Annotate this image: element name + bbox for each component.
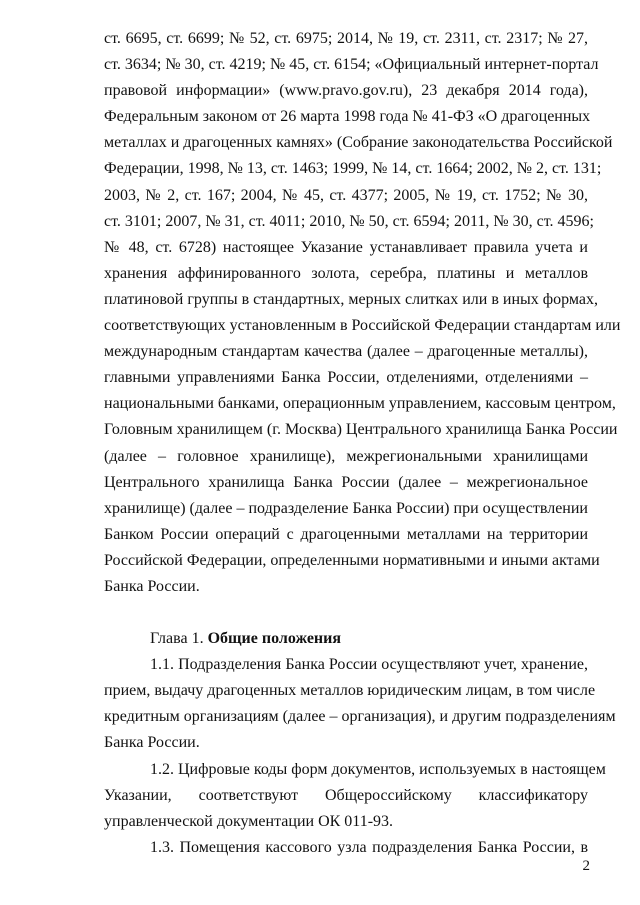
text-line: Банка России. <box>104 577 200 595</box>
text-line: ст. 6695, ст. 6699; № 52, ст. 6975; 2014, № 19, ст. 2311, ст. 2317; № 27, <box>104 30 588 47</box>
text-line: соответствующих установленным в Российской Федерации стандартам или <box>104 317 621 335</box>
text-line: хранилище) (далее – подразделение Банка России) при осуществлении <box>104 499 588 517</box>
chapter-heading <box>104 626 588 652</box>
text-line: металлах и драгоценных камнях» (Собрание законодательства Российской <box>104 134 613 152</box>
text-line: кредитным организациям (далее – организация), и другим подразделениям <box>104 708 616 726</box>
section-1-1 <box>104 652 616 756</box>
paragraph-gap <box>104 600 588 626</box>
text-line: правовой информации» (www.pravo.gov.ru), 23 декабря 2014 года), <box>104 82 588 100</box>
text-line: национальными банками, операционным управлением, кассовым центром, <box>104 395 616 413</box>
text-line: (далее – головное хранилище), межрегиональными хранилищами <box>104 447 588 465</box>
text-line: 1.2. Цифровые коды форм документов, используемых в настоящем <box>150 760 606 778</box>
text-line: Банком России операций с драгоценными металлами на территории <box>104 525 588 543</box>
text-line: прием, выдачу драгоценных металлов юридическим лицам, в том числе <box>104 682 596 700</box>
text-line: Указании, соответствуют Общероссийскому классификатору <box>104 786 588 804</box>
text-line: ст. 3634; № 30, ст. 4219; № 45, ст. 6154; «Официальный интернет-портал <box>104 56 599 74</box>
text-line: № 48, ст. 6728) настоящее Указание устанавливает правила учета и <box>104 238 588 256</box>
text-line: 2003, № 2, ст. 167; 2004, № 45, ст. 4377; 2005, № 19, ст. 1752; № 30, <box>104 186 588 204</box>
chapter-title: Общие положения <box>207 630 342 648</box>
text-line: Банка России. <box>104 734 200 752</box>
page-number: 2 <box>582 858 590 874</box>
document-body <box>104 26 621 861</box>
text-line: международным стандартам качества (далее – драгоценные металлы), <box>104 343 588 361</box>
intro-paragraph <box>104 26 621 600</box>
text-line: 1.3. Помещения кассового узла подразделения Банка России, в <box>150 838 588 856</box>
chapter-prefix: Глава 1. <box>150 630 204 648</box>
text-line: Федерации, 1998, № 13, ст. 1463; 1999, № 14, ст. 1664; 2002, № 2, ст. 131; <box>104 160 602 178</box>
text-line: главными управлениями Банка России, отделениями, отделениями – <box>104 369 588 387</box>
text-line: платиновой группы в стандартных, мерных слитках или в иных формах, <box>104 290 599 308</box>
text-line: хранения аффинированного золота, серебра, платины и металлов <box>104 264 588 282</box>
text-line: Федеральным законом от 26 марта 1998 года № 41-ФЗ «О драгоценных <box>104 108 591 126</box>
text-line: ст. 3101; 2007, № 31, ст. 4011; 2010, № 50, ст. 6594; 2011, № 30, ст. 4596; <box>104 212 594 230</box>
section-1-3 <box>104 835 588 861</box>
text-line: Российской Федерации, определенными нормативными и иными актами <box>104 551 600 569</box>
text-line: Центрального хранилища Банка России (далее – межрегиональное <box>104 473 588 491</box>
text-line: Головным хранилищем (г. Москва) Центрального хранилища Банка России <box>104 421 618 439</box>
text-line: управленческой документации ОК 011-93. <box>104 812 394 830</box>
section-1-2 <box>104 757 606 835</box>
text-line: 1.1. Подразделения Банка России осуществляют учет, хранение, <box>150 656 588 674</box>
